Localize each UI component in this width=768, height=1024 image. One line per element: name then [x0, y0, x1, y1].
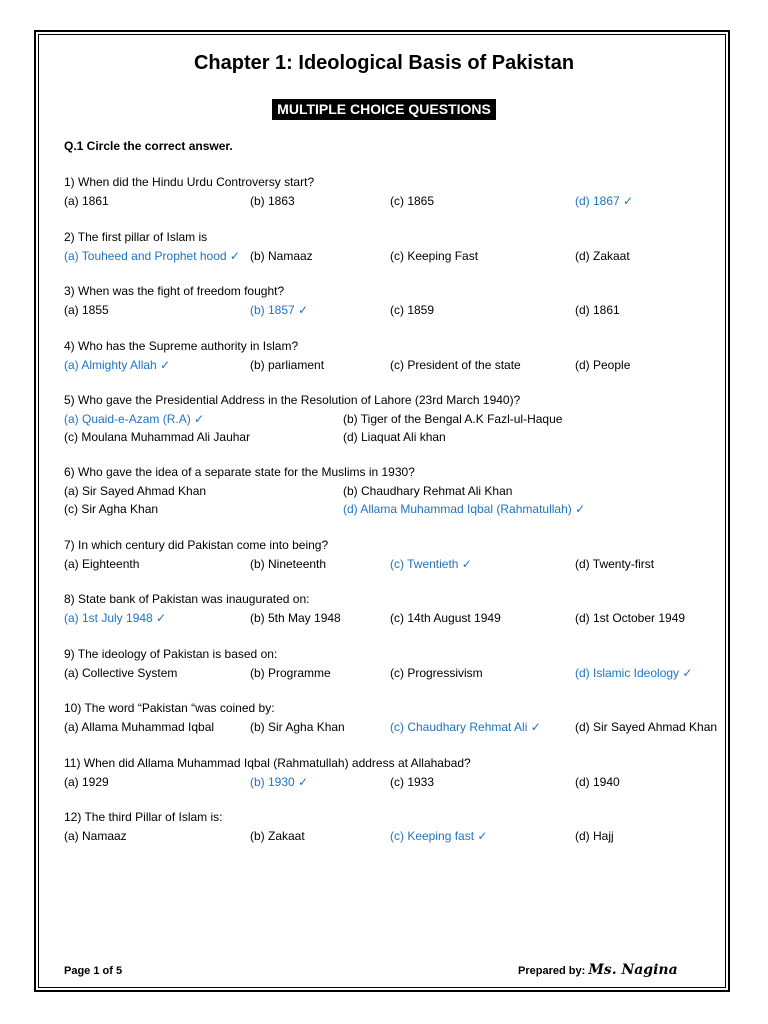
- author-signature: Ms. Nagina: [588, 962, 678, 978]
- prepared-by: [518, 962, 678, 978]
- answer-option[interactable]: (a) Namaaz: [64, 829, 127, 843]
- answer-option-correct[interactable]: (a) Almighty Allah ✓: [64, 358, 171, 372]
- answer-option[interactable]: (d) Liaquat Ali khan: [343, 430, 446, 444]
- answer-option[interactable]: (c) Sir Agha Khan: [64, 502, 159, 516]
- question-text: 7) In which century did Pakistan come into being?: [64, 538, 329, 552]
- answer-option-correct[interactable]: (d) Islamic Ideology ✓: [575, 666, 693, 680]
- answer-option[interactable]: (b) Chaudhary Rehmat Ali Khan: [343, 484, 513, 498]
- answer-option[interactable]: (b) Nineteenth: [250, 557, 327, 571]
- answer-option[interactable]: (d) Zakaat: [575, 249, 630, 263]
- answer-option[interactable]: (b) Zakaat: [250, 829, 305, 843]
- answer-option[interactable]: (a) Sir Sayed Ahmad Khan: [64, 484, 207, 498]
- question-text: 6) Who gave the idea of a separate state for the Muslims in 1930?: [64, 465, 415, 479]
- answer-option[interactable]: (d) 1861: [575, 303, 620, 317]
- section-banner: MULTIPLE CHOICE QUESTIONS: [272, 99, 496, 120]
- answer-option[interactable]: (c) Moulana Muhammad Ali Jauhar: [64, 430, 251, 444]
- answer-option[interactable]: (a) Collective System: [64, 666, 178, 680]
- answer-option-correct[interactable]: (c) Twentieth ✓: [390, 557, 472, 571]
- answer-option[interactable]: (d) Hajj: [575, 829, 614, 843]
- prepared-by-label: Prepared by:: [518, 965, 586, 977]
- answer-option-correct[interactable]: (c) Chaudhary Rehmat Ali ✓: [390, 720, 541, 734]
- question-text: 3) When was the fight of freedom fought?: [64, 284, 285, 298]
- answer-option[interactable]: (b) Sir Agha Khan: [250, 720, 345, 734]
- answer-option[interactable]: (a) 1861: [64, 194, 109, 208]
- answer-option[interactable]: (a) 1855: [64, 303, 109, 317]
- answer-option[interactable]: (c) Progressivism: [390, 666, 483, 680]
- answer-option[interactable]: (a) Eighteenth: [64, 557, 140, 571]
- answer-option[interactable]: (b) Programme: [250, 666, 331, 680]
- answer-option[interactable]: (d) Sir Sayed Ahmad Khan: [575, 720, 718, 734]
- answer-option-correct[interactable]: (b) 1857 ✓: [250, 303, 309, 317]
- answer-option[interactable]: (d) People: [575, 358, 631, 372]
- question-text: 8) State bank of Pakistan was inaugurated on:: [64, 592, 310, 606]
- answer-option[interactable]: (b) Tiger of the Bengal A.K Fazl-ul-Haque: [343, 412, 563, 426]
- answer-option[interactable]: (c) Keeping Fast: [390, 249, 479, 263]
- answer-option[interactable]: (c) President of the state: [390, 358, 521, 372]
- answer-option[interactable]: (d) 1st October 1949: [575, 611, 686, 625]
- instruction-text: Q.1 Circle the correct answer.: [64, 139, 233, 153]
- answer-option[interactable]: (c) 1933: [390, 775, 435, 789]
- answer-option[interactable]: (b) 5th May 1948: [250, 611, 341, 625]
- banner-wrap: [0, 99, 768, 120]
- question-text: 1) When did the Hindu Urdu Controversy start?: [64, 175, 315, 189]
- answer-option-correct[interactable]: (a) Quaid-e-Azam (R.A) ✓: [64, 412, 205, 426]
- answer-option-correct[interactable]: (a) Touheed and Prophet hood ✓: [64, 249, 240, 263]
- question-text: 5) Who gave the Presidential Address in the Resolution of Lahore (23rd March 1940)?: [64, 393, 521, 407]
- answer-option-correct[interactable]: (d) Allama Muhammad Iqbal (Rahmatullah) ✓: [343, 502, 586, 516]
- answer-option[interactable]: (c) 1865: [390, 194, 435, 208]
- question-text: 2) The first pillar of Islam is: [64, 230, 208, 244]
- answer-option[interactable]: (b) 1863: [250, 194, 295, 208]
- question-text: 11) When did Allama Muhammad Iqbal (Rahmatullah) address at Allahabad?: [64, 756, 471, 770]
- answer-option[interactable]: (d) Twenty-first: [575, 557, 655, 571]
- answer-option[interactable]: (a) Allama Muhammad Iqbal: [64, 720, 215, 734]
- answer-option[interactable]: (b) parliament: [250, 358, 325, 372]
- answer-option[interactable]: (d) 1940: [575, 775, 620, 789]
- question-text: 9) The ideology of Pakistan is based on:: [64, 647, 278, 661]
- question-text: 4) Who has the Supreme authority in Islam?: [64, 339, 299, 353]
- answer-option-correct[interactable]: (d) 1867 ✓: [575, 194, 634, 208]
- answer-option[interactable]: (b) Namaaz: [250, 249, 313, 263]
- page-title: Chapter 1: Ideological Basis of Pakistan: [193, 52, 575, 74]
- answer-option-correct[interactable]: (b) 1930 ✓: [250, 775, 309, 789]
- question-text: 12) The third Pillar of Islam is:: [64, 810, 223, 824]
- answer-option[interactable]: (c) 1859: [390, 303, 435, 317]
- question-text: 10) The word “Pakistan “was coined by:: [64, 701, 275, 715]
- answer-option[interactable]: (a) 1929: [64, 775, 109, 789]
- page-number: Page 1 of 5: [64, 965, 123, 977]
- answer-option[interactable]: (c) 14th August 1949: [390, 611, 501, 625]
- answer-option-correct[interactable]: (a) 1st July 1948 ✓: [64, 611, 167, 625]
- answer-option-correct[interactable]: (c) Keeping fast ✓: [390, 829, 488, 843]
